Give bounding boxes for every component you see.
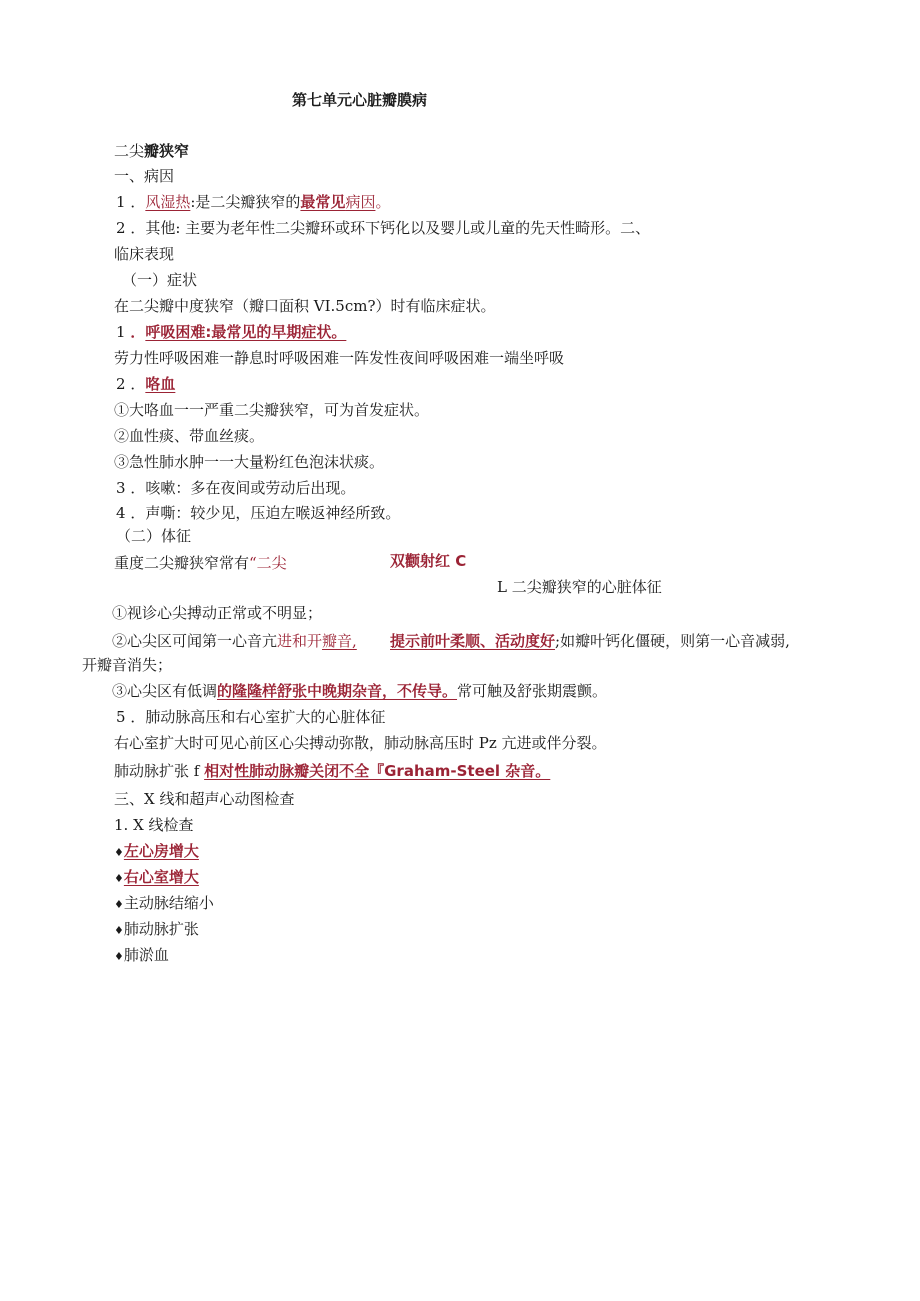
sign-5-desc: 右心室扩大时可见心前区心尖搏动弥散，肺动脉高压时 Pz 亢进或伴分裂。 [114,734,607,752]
item-number: 1 [116,193,126,211]
signs-malar-flush: 双颧射红 C [390,552,467,570]
sign-inspection: ①视诊心尖搏动正常或不明显； [112,604,323,622]
item-dot: ． [130,193,146,211]
sign-auscultation-text: ②心尖区可闻第一心音亢 [112,632,278,650]
sign-auscultation-b [390,631,790,651]
diamond-bullet-icon: ♦ [114,846,124,859]
symptom-hemoptysis: 咯血 [145,375,176,393]
sign-auscultation-a [112,631,357,651]
xray-finding-text: 左心房增大 [123,842,199,860]
sign-calcified-text: ;如瓣叶钙化僵硬，则第一心音减弱, [555,632,790,650]
section-heading-b: 瓣狭窄 [144,142,190,160]
xray-heading: 三、X 线和超声心动图检查 [114,790,295,808]
sign-5 [116,707,385,727]
symptom-4 [116,503,400,523]
symptom-1-desc: 劳力性呼吸困难一静息时呼吸困难一阵发性夜间呼吸困难一端坐呼吸 [114,349,565,367]
symptoms-heading: （一）症状 [122,271,198,289]
sign-murmur-text: ③心尖区有低调 [112,682,218,700]
etiology-item-1 [116,192,390,212]
etiology-item-1-end: 。 [375,193,391,211]
sign-auscultation-cont: 开瓣音消失； [82,656,173,674]
signs-line-2: L 二尖瓣狭窄的心脏体征 [497,578,662,596]
symptom-2-c: ③急性肺水肿一一大量粉红色泡沫状痰。 [114,453,385,471]
item-number: 5 [116,708,126,726]
sign-pulmonary-dilation [114,761,550,781]
etiology-item-1-text: :是二尖瓣狭窄的 [190,193,301,211]
symptom-2-b: ②血性痰、带血丝痰。 [114,427,265,445]
item-number: 4 [116,504,126,522]
etiology-item-2-text: ．其他: 主要为老年性二尖瓣环或环下钙化以及婴儿或儿童的先天性畸形。二、 [130,219,651,237]
diamond-bullet-icon: ♦ [114,950,124,963]
item-number: 3 [116,479,126,497]
xray-finding [114,893,214,915]
symptoms-intro: 在二尖瓣中度狭窄（瓣口面积 VI.5cm?）时有临床症状。 [114,297,496,315]
signs-heading: （二）体征 [116,527,192,545]
xray-finding-text: 主动脉结缩小 [123,894,214,912]
clinical-heading: 临床表现 [114,245,175,263]
xray-finding [114,841,199,863]
xray-finding [114,945,169,967]
item-number: 2 [116,375,126,393]
item-number: 1 [116,323,126,341]
signs-line-1-a: 重度二尖瓣狭窄常有 [114,554,250,572]
sign-graham-steel: 相对性肺动脉瓣关闭不全『Graham-Steel 杂音。 [204,762,551,780]
symptom-3 [116,478,355,498]
sign-pliable-leaflet: 提示前叶柔顺、活动度好 [390,632,556,650]
signs-line-1-b: “二尖 [249,554,287,572]
etiology-heading: 一、病因 [114,167,175,185]
sign-pa-text: 肺动脉扩张 f [114,762,200,780]
diamond-bullet-icon: ♦ [114,872,124,885]
sign-opening: 进和开 [277,632,323,650]
diamond-bullet-icon: ♦ [114,924,124,937]
section-heading [114,141,189,161]
xray-finding [114,867,199,889]
sign-thrill: 常可触及舒张期震颤。 [457,682,608,700]
emph-most-common: 最常见 [300,193,346,211]
sign-opening-snap: 瓣音, [322,632,357,650]
xray-finding-text: 肺淤血 [123,946,169,964]
signs-line-1 [114,553,287,573]
symptom-4-text: ．声嘶：较少见，压迫左喉返神经所致。 [130,504,401,522]
page-title: 第七单元心脏瓣膜病 [292,91,428,109]
xray-finding [114,919,199,941]
symptom-1 [116,322,346,342]
symptom-2-a: ①大咯血一一严重二尖瓣狭窄，可为首发症状。 [114,401,430,419]
xray-finding-text: 肺动脉扩张 [123,920,199,938]
item-number: 2 [116,219,126,237]
section-heading-a: 二尖 [114,142,145,160]
emph-cause: 病因 [345,193,376,211]
symptom-dyspnea: 呼吸困难:最常见的早期症状。 [145,323,347,341]
item-dot: ． [130,375,146,393]
sign-rumbling-murmur: 的隆隆样舒张中晚期杂音，不传导。 [217,682,458,700]
symptom-3-text: ．咳嗽：多在夜间或劳动后出现。 [130,479,356,497]
diamond-bullet-icon: ♦ [114,898,124,911]
sign-murmur [112,681,607,701]
sign-5-text: ．肺动脉高压和右心室扩大的心脏体征 [130,708,386,726]
symptom-2 [116,374,175,394]
xray-finding-text: 右心室增大 [123,868,199,886]
term-rheumatic-fever: 风湿热 [145,193,191,211]
item-dot: ． [130,323,146,341]
etiology-item-2 [116,218,650,238]
xray-subheading: 1. X 线检查 [114,816,194,834]
